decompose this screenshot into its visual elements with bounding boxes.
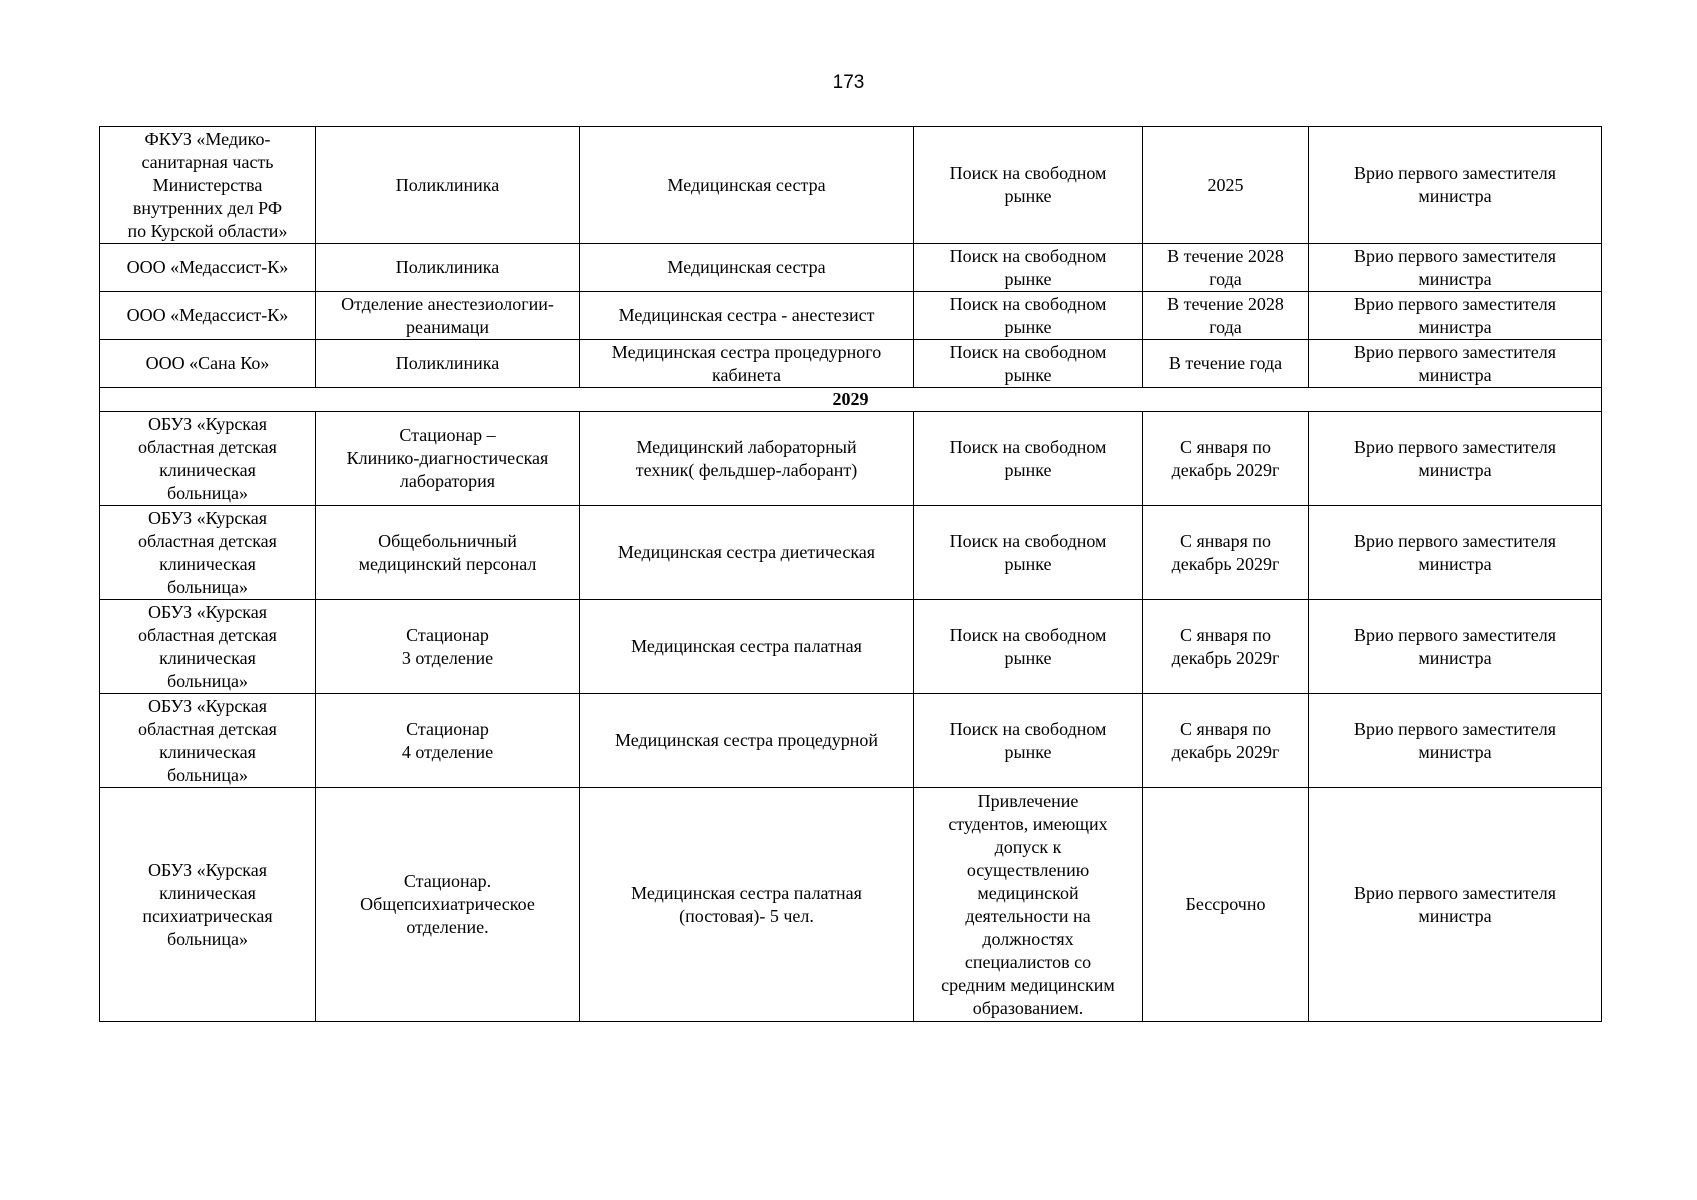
department-cell: Стационар – Клинико-диагностическая лаборатория	[316, 412, 580, 506]
position-cell: Медицинская сестра палатная (постовая)- 5 чел.	[580, 788, 914, 1022]
table-row	[100, 506, 1602, 600]
term-cell: С января по декабрь 2029г	[1143, 694, 1309, 788]
responsible-cell: Врио первого заместителя министра	[1309, 694, 1602, 788]
table-row	[100, 340, 1602, 388]
position-cell: Медицинский лабораторный техник( фельдшер-лаборант)	[580, 412, 914, 506]
term-cell: С января по декабрь 2029г	[1143, 506, 1309, 600]
responsible-cell: Врио первого заместителя министра	[1309, 788, 1602, 1022]
table-row	[100, 292, 1602, 340]
responsible-cell: Врио первого заместителя министра	[1309, 127, 1602, 244]
position-cell: Медицинская сестра	[580, 244, 914, 292]
organization-cell: ОБУЗ «Курская областная детская клиническая больница»	[100, 694, 316, 788]
organization-cell: ОБУЗ «Курская областная детская клиническая больница»	[100, 412, 316, 506]
responsible-cell: Врио первого заместителя министра	[1309, 412, 1602, 506]
department-cell: Отделение анестезиологии- реанимаци	[316, 292, 580, 340]
method-cell: Поиск на свободном рынке	[914, 244, 1143, 292]
organization-cell: ФКУЗ «Медико- санитарная часть Министерства внутренних дел РФ по Курской области»	[100, 127, 316, 244]
table-row	[100, 788, 1602, 1022]
term-cell: В течение года	[1143, 340, 1309, 388]
table-row	[100, 127, 1602, 244]
method-cell: Поиск на свободном рынке	[914, 506, 1143, 600]
table-row	[100, 244, 1602, 292]
responsible-cell: Врио первого заместителя министра	[1309, 292, 1602, 340]
method-cell: Поиск на свободном рынке	[914, 694, 1143, 788]
method-cell: Поиск на свободном рынке	[914, 600, 1143, 694]
staffing-table	[99, 126, 1602, 1022]
organization-cell: ООО «Сана Ко»	[100, 340, 316, 388]
organization-cell: ОБУЗ «Курская клиническая психиатрическая больница»	[100, 788, 316, 1022]
method-cell: Поиск на свободном рынке	[914, 412, 1143, 506]
responsible-cell: Врио первого заместителя министра	[1309, 600, 1602, 694]
organization-cell: ООО «Медассист-К»	[100, 292, 316, 340]
method-cell: Поиск на свободном рынке	[914, 292, 1143, 340]
term-cell: В течение 2028 года	[1143, 244, 1309, 292]
position-cell: Медицинская сестра процедурной	[580, 694, 914, 788]
department-cell: Стационар 4 отделение	[316, 694, 580, 788]
term-cell: С января по декабрь 2029г	[1143, 600, 1309, 694]
page-number: 173	[832, 72, 865, 93]
method-cell: Привлечение студентов, имеющих допуск к осуществлению медицинской деятельности на должностях специалистов со средним медицинским образованием.	[914, 788, 1143, 1022]
responsible-cell: Врио первого заместителя министра	[1309, 244, 1602, 292]
organization-cell: ОБУЗ «Курская областная детская клиническая больница»	[100, 506, 316, 600]
term-cell: В течение 2028 года	[1143, 292, 1309, 340]
position-cell: Медицинская сестра процедурного кабинета	[580, 340, 914, 388]
term-cell: С января по декабрь 2029г	[1143, 412, 1309, 506]
term-cell: 2025	[1143, 127, 1309, 244]
position-cell: Медицинская сестра - анестезист	[580, 292, 914, 340]
table-row	[100, 412, 1602, 506]
department-cell: Поликлиника	[316, 244, 580, 292]
table-row	[100, 600, 1602, 694]
method-cell: Поиск на свободном рынке	[914, 340, 1143, 388]
year-header: 2029	[100, 388, 1602, 412]
responsible-cell: Врио первого заместителя министра	[1309, 506, 1602, 600]
position-cell: Медицинская сестра палатная	[580, 600, 914, 694]
position-cell: Медицинская сестра диетическая	[580, 506, 914, 600]
organization-cell: ООО «Медассист-К»	[100, 244, 316, 292]
responsible-cell: Врио первого заместителя министра	[1309, 340, 1602, 388]
organization-cell: ОБУЗ «Курская областная детская клиническая больница»	[100, 600, 316, 694]
department-cell: Стационар 3 отделение	[316, 600, 580, 694]
department-cell: Поликлиника	[316, 340, 580, 388]
year-header-row	[100, 388, 1602, 412]
department-cell: Поликлиника	[316, 127, 580, 244]
method-cell: Поиск на свободном рынке	[914, 127, 1143, 244]
table-row	[100, 694, 1602, 788]
department-cell: Общебольничный медицинский персонал	[316, 506, 580, 600]
term-cell: Бессрочно	[1143, 788, 1309, 1022]
department-cell: Стационар. Общепсихиатрическое отделение.	[316, 788, 580, 1022]
position-cell: Медицинская сестра	[580, 127, 914, 244]
